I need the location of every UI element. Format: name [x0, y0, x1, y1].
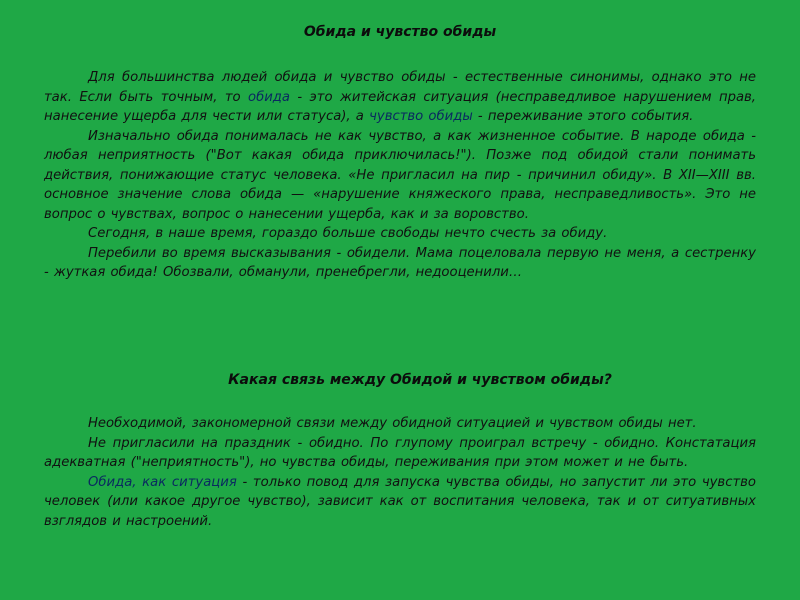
- section2-paragraph-2: Не пригласили на праздник - обидно. По глупому проиграл встречу - обидно. Констатация адекватная ("неприятность"), но чувства обиды, переживания при этом может и не быть.: [44, 435, 756, 470]
- term-obida: обида: [248, 89, 290, 105]
- section2-paragraph-3: [44, 473, 756, 532]
- term-chuvstvo-obidy: чувство обиды: [369, 109, 473, 124]
- section1-p1-text-c: - переживание этого события.: [472, 109, 694, 124]
- section2-body: [44, 414, 756, 531]
- section1-paragraph-1: [44, 68, 756, 127]
- section1-body: [44, 68, 756, 283]
- section1-p1-text-a: Для большинства людей обида и чувство обиды - естественные синонимы, однако это не так. Если быть точным, то: [44, 70, 756, 105]
- section2-p3-text: - только повод для запуска чувства обиды, но запустит ли это чувство человек (или какое другое чувство), зависит как от воспитания человека, так и от ситуативных взглядов и настроений.: [44, 474, 756, 529]
- section1-paragraph-3: Сегодня, в наше время, гораздо больше свободы нечто счесть за обиду.: [88, 226, 608, 241]
- section2-paragraph-1: Необходимой, закономерной связи между обидной ситуацией и чувством обиды нет.: [88, 416, 697, 431]
- section1-p1-text-b: - это житейская ситуация (несправедливое нарушением прав, нанесение ущерба для чести или статуса), а: [44, 89, 756, 124]
- term-obida-kak-situaciya: Обида, как ситуация: [88, 474, 237, 490]
- section1-paragraph-2: Изначально обида понималась не как чувство, а как жизненное событие. В народе обида - любая неприятность ("Вот какая обида приключилась!"). Позже под обидой стали понимать действия, понижающие статус человека. «Не пригласил на пир - причинил обиду». В XII—XIII вв. основное значение слова обида — «нарушение княжеского права, несправедливость». Это не вопрос о чувствах, вопрос о нанесении ущерба, как и за воровство.: [44, 128, 756, 222]
- section2-title: Какая связь между Обидой и чувством обиды?: [228, 372, 612, 388]
- section1-paragraph-4: Перебили во время высказывания - обидели. Мама поцеловала первую не меня, а сестренку - жуткая обида! Обозвали, обманули, пренебрегли, недооценили…: [44, 245, 756, 280]
- section1-title: Обида и чувство обиды: [303, 24, 497, 40]
